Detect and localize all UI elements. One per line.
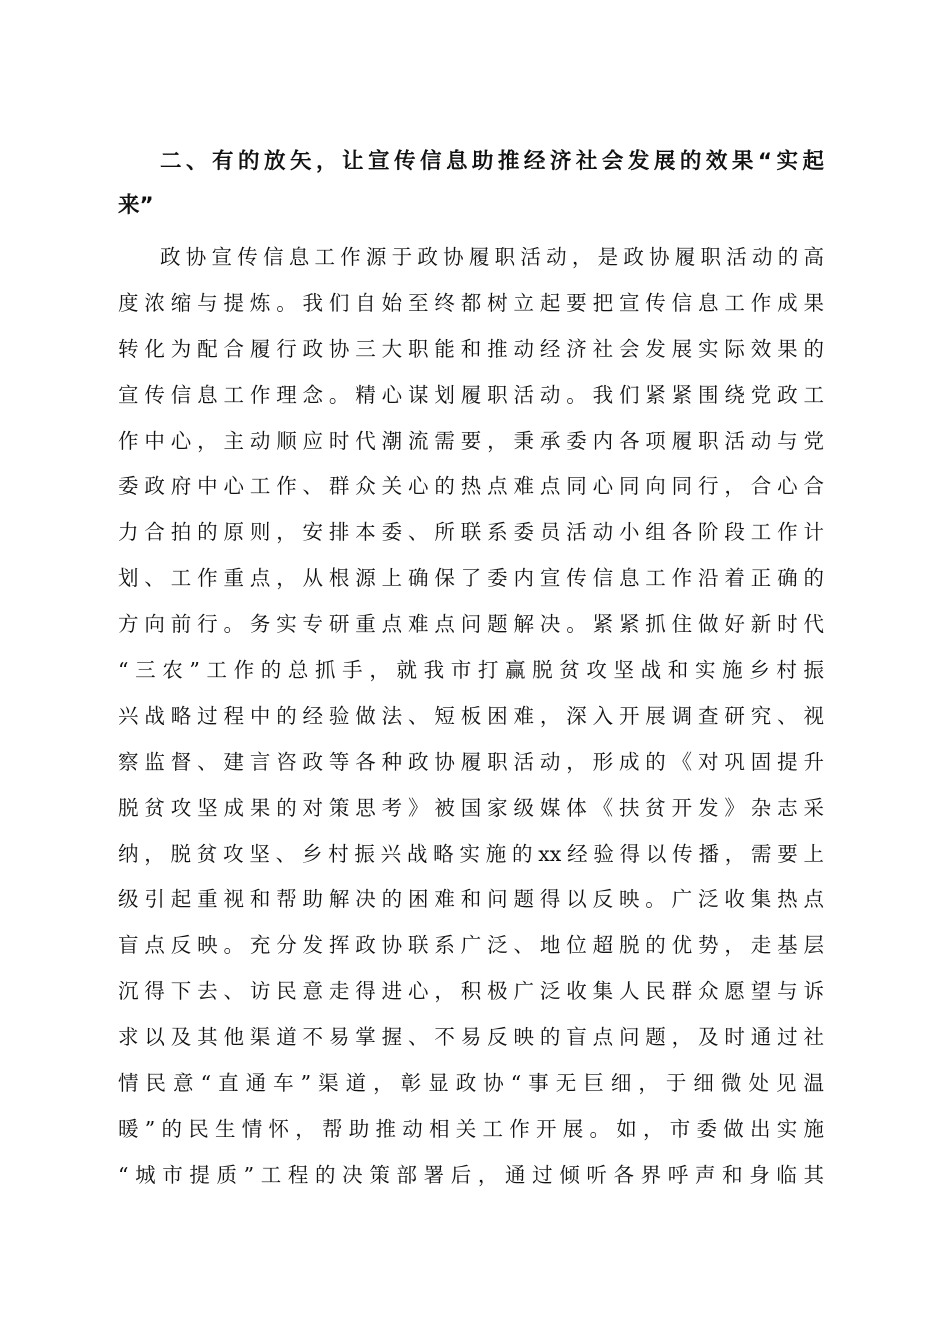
paragraph-line: 兴战略过程中的经验做法、短板困难，深入开展调查研究、视	[118, 703, 824, 728]
body-paragraph	[118, 235, 824, 1199]
paragraph-line: 察监督、建言咨政等各种政协履职活动，形成的《对巩固提升	[118, 749, 824, 774]
paragraph-line: 级引起重视和帮助解决的困难和问题得以反映。广泛收集热点	[118, 887, 824, 912]
paragraph-line: 暖”的民生情怀，帮助推动相关工作开展。如，市委做出实施	[118, 1116, 824, 1141]
paragraph-line: 转化为配合履行政协三大职能和推动经济社会发展实际效果的	[118, 336, 824, 361]
paragraph-line: 作中心，主动顺应时代潮流需要，秉承委内各项履职活动与党	[118, 428, 824, 453]
heading-line: 二、有的放矢，让宣传信息助推经济社会发展的效果“实起	[160, 149, 824, 174]
paragraph-line: 求以及其他渠道不易掌握、不易反映的盲点问题，及时通过社	[118, 1025, 824, 1050]
paragraph-line: “城市提质”工程的决策部署后，通过倾听各界呼声和身临其	[118, 1162, 824, 1187]
paragraph-line: 宣传信息工作理念。精心谋划履职活动。我们紧紧围绕党政工	[118, 382, 824, 407]
document-content	[118, 140, 824, 1199]
paragraph-line: 沉得下去、访民意走得进心，积极广泛收集人民群众愿望与诉	[118, 979, 824, 1004]
paragraph-line: 政协宣传信息工作源于政协履职活动，是政协履职活动的高	[160, 245, 824, 269]
paragraph-line: 盲点反映。充分发挥政协联系广泛、地位超脱的优势，走基层	[118, 933, 824, 958]
paragraph-line: 情民意“直通车”渠道，彰显政协“事无巨细，于细微处见温	[118, 1071, 824, 1096]
paragraph-line: “三农”工作的总抓手，就我市打赢脱贫攻坚战和实施乡村振	[118, 658, 824, 683]
paragraph-line: 划、工作重点，从根源上确保了委内宣传信息工作沿着正确的	[118, 566, 824, 591]
paragraph-line: 力合拍的原则，安排本委、所联系委员活动小组各阶段工作计	[118, 520, 824, 545]
section-heading	[118, 140, 824, 228]
paragraph-line: 度浓缩与提炼。我们自始至终都树立起要把宣传信息工作成果	[118, 290, 824, 315]
paragraph-line: 委政府中心工作、群众关心的热点难点同心同向同行，合心合	[118, 474, 824, 499]
heading-line: 来”	[118, 193, 154, 218]
paragraph-line: 方向前行。务实专研重点难点问题解决。紧紧抓住做好新时代	[118, 612, 824, 637]
paragraph-line: 纳，脱贫攻坚、乡村振兴战略实施的xx经验得以传播，需要上	[118, 841, 824, 866]
paragraph-line: 脱贫攻坚成果的对策思考》被国家级媒体《扶贫开发》杂志采	[118, 795, 824, 820]
